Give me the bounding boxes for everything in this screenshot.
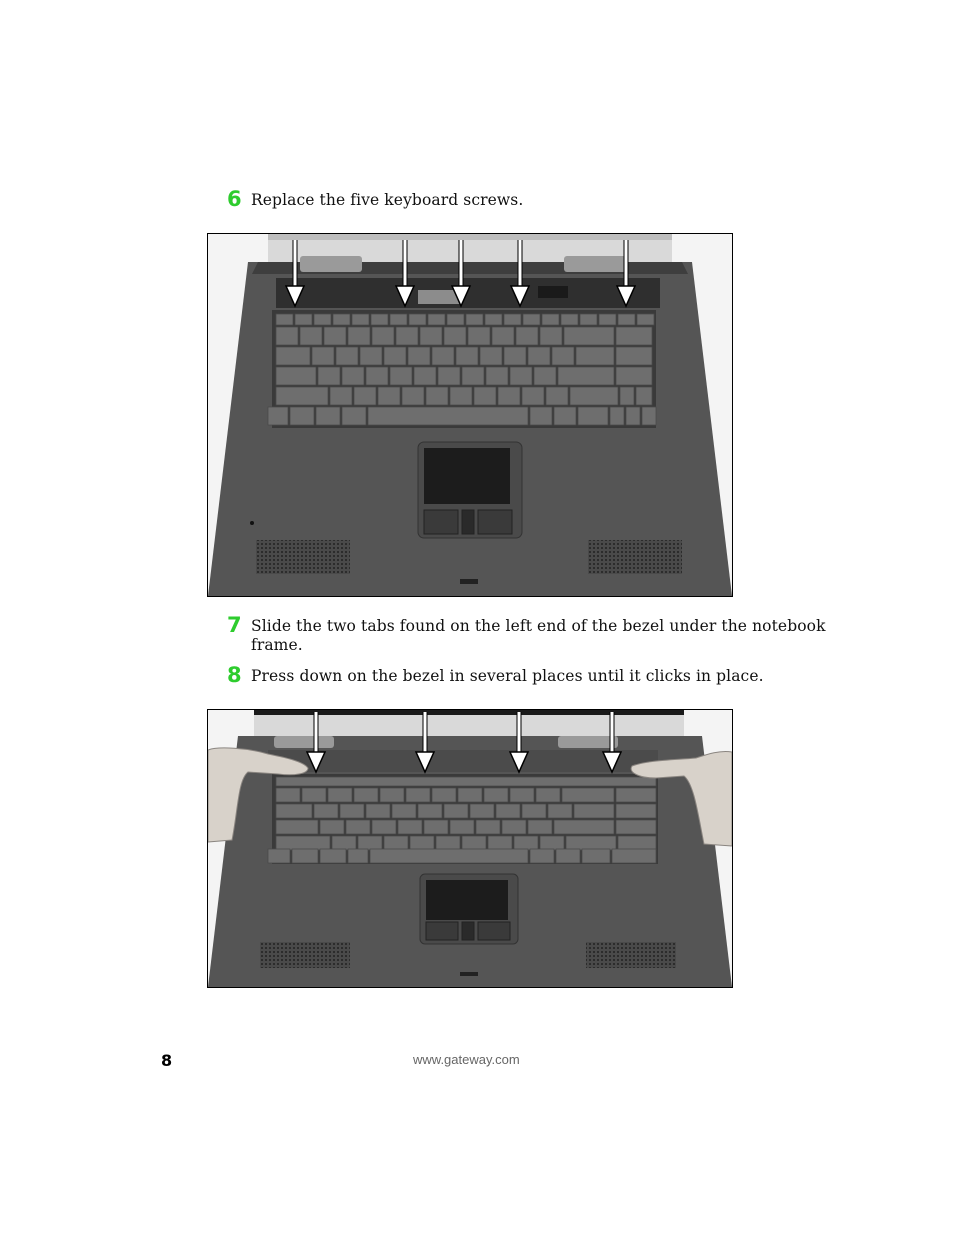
step-8-text: Press down on the bezel in several places until it clicks in place. <box>251 667 764 685</box>
press-bezel-photo <box>207 709 733 988</box>
page-number: 8 <box>161 1051 173 1070</box>
step-7-number: 7 <box>227 613 242 637</box>
step-7-text-line2: frame. <box>251 636 303 654</box>
step-6-text: Replace the five keyboard screws. <box>251 191 524 209</box>
keyboard-screws-photo <box>207 233 733 597</box>
footer-url: www.gateway.com <box>413 1052 520 1067</box>
step-6-number: 6 <box>227 187 242 211</box>
step-7-text-line1: Slide the two tabs found on the left end of the bezel under the notebook <box>251 617 826 635</box>
step-8-number: 8 <box>227 663 242 687</box>
